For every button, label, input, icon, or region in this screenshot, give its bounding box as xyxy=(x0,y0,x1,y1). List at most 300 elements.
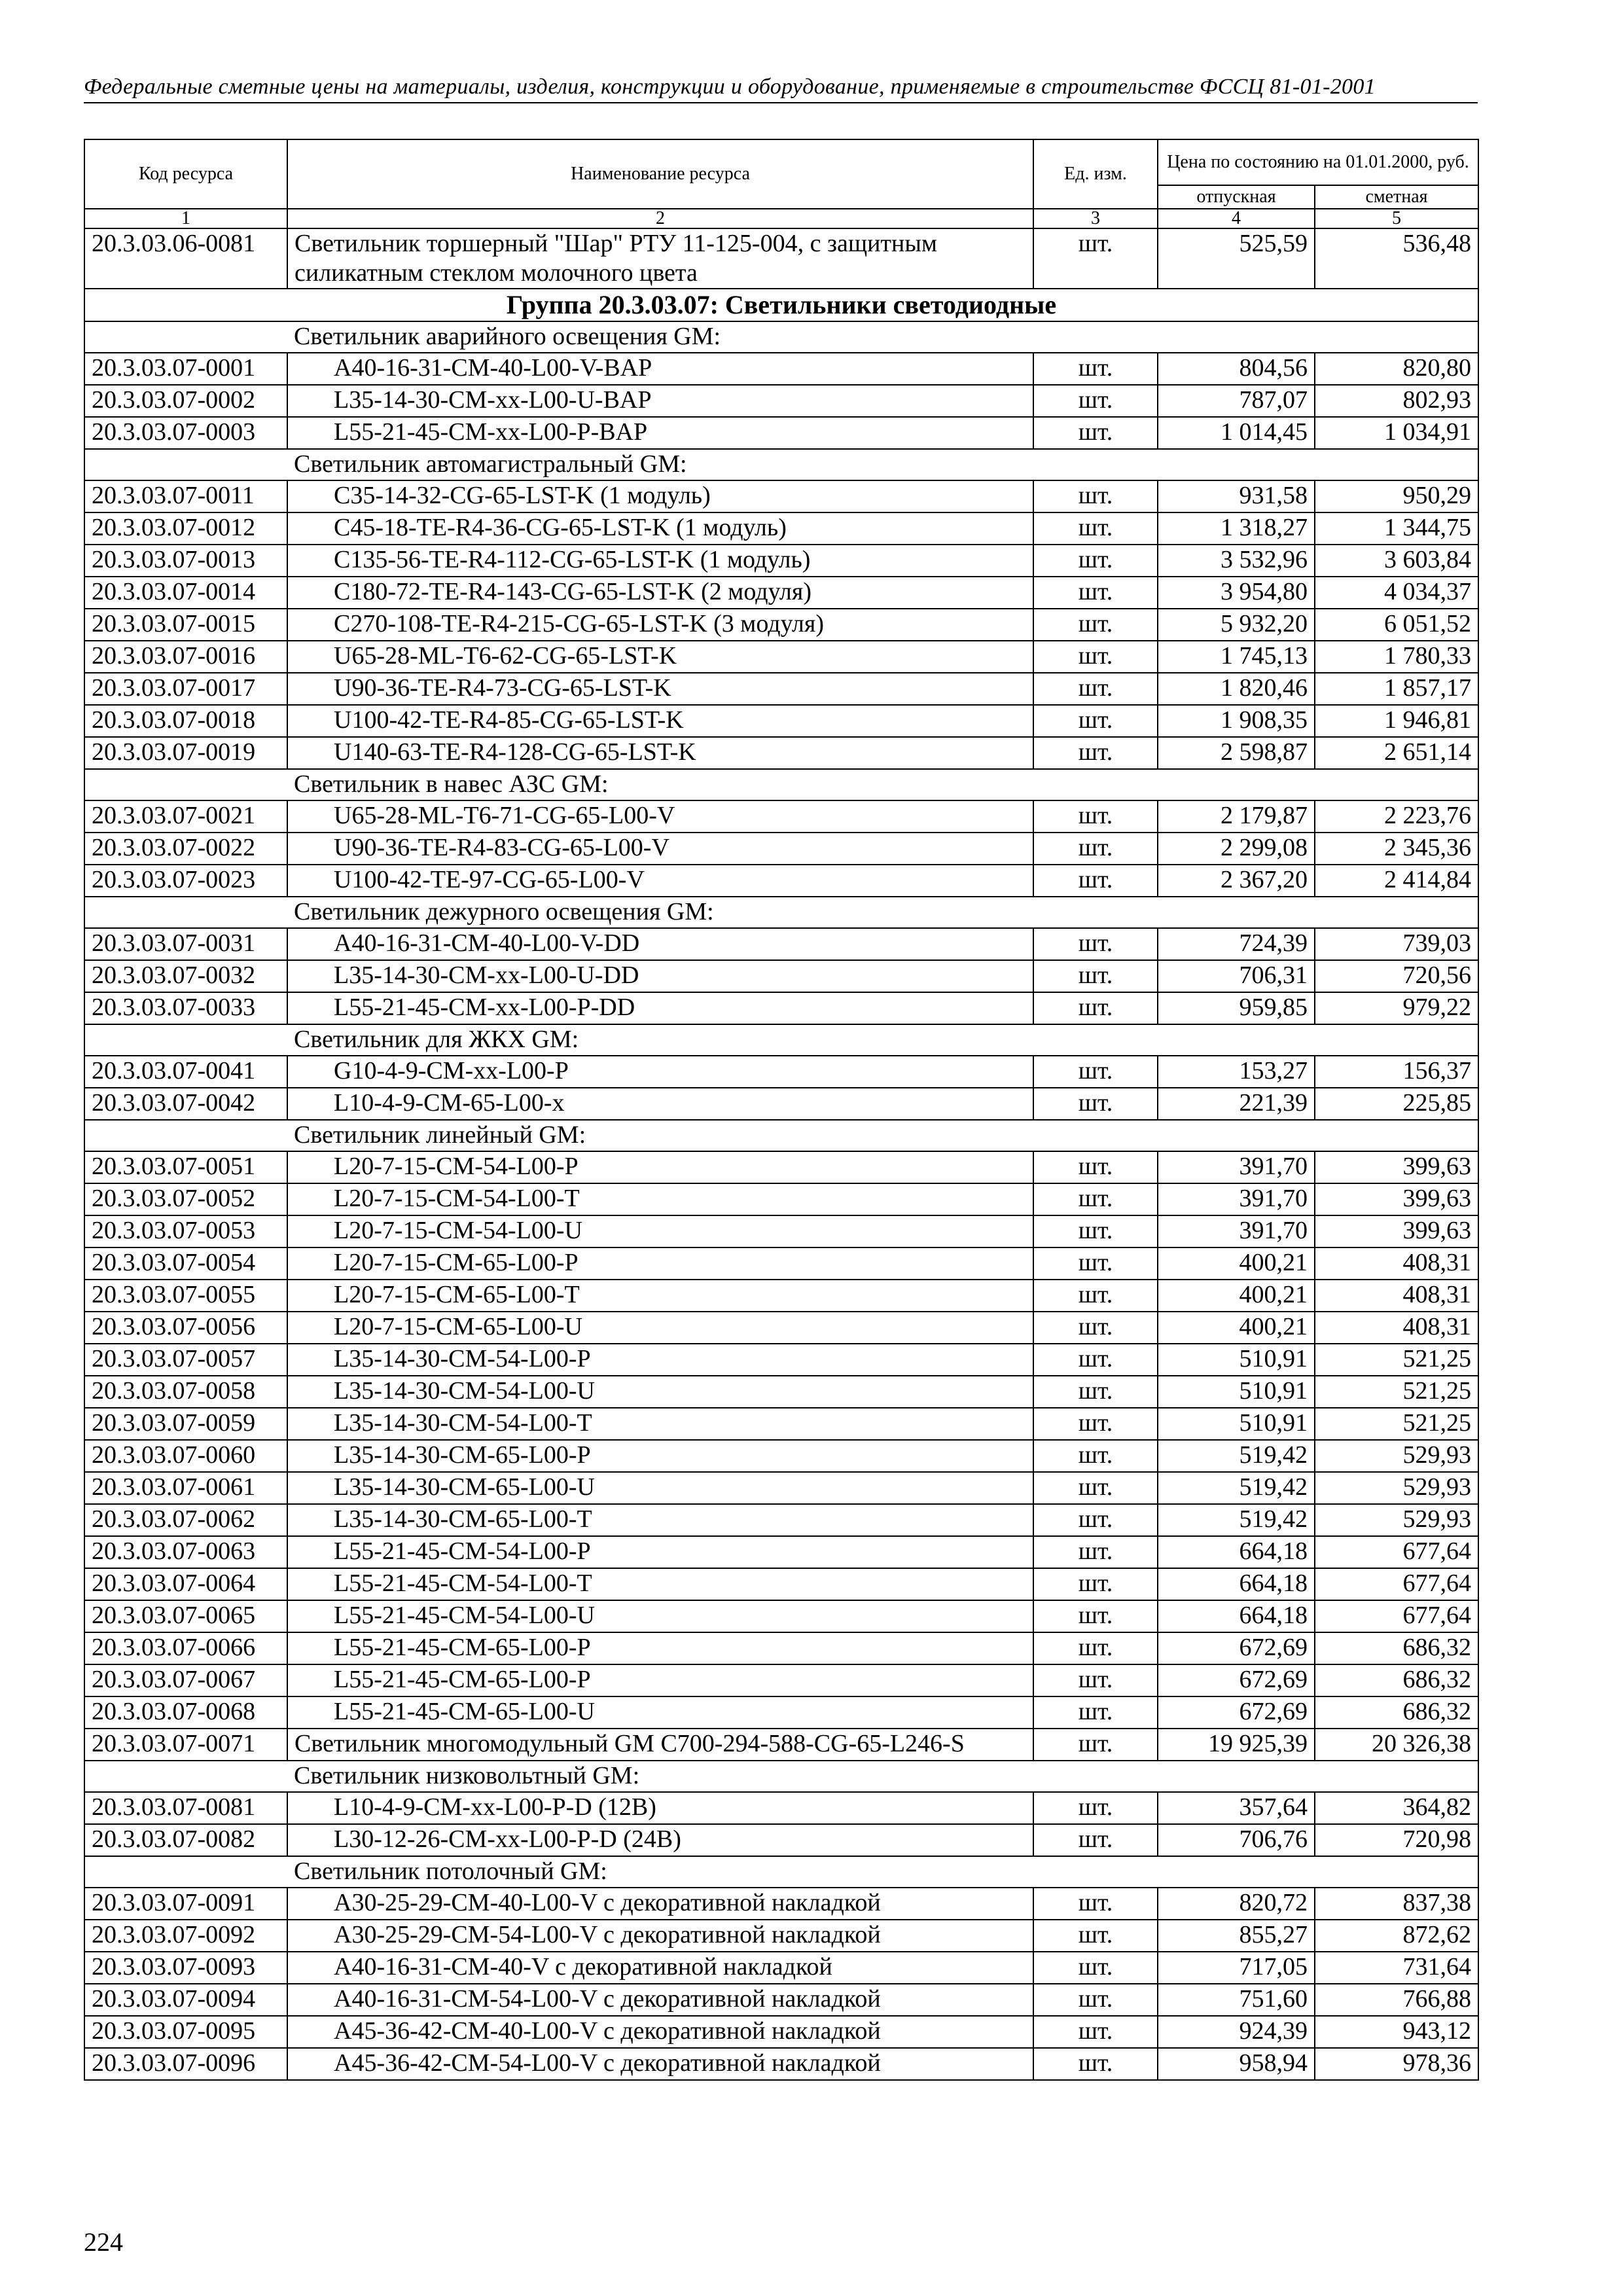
resource-code: 20.3.03.07-0071 xyxy=(84,1729,287,1761)
table-row xyxy=(84,512,1478,545)
unit-cell: шт. xyxy=(1033,512,1158,545)
release-price: 391,70 xyxy=(1158,1151,1315,1183)
release-price: 820,72 xyxy=(1158,1888,1315,1920)
column-number: 1 xyxy=(84,209,287,228)
estimate-price: 950,29 xyxy=(1315,480,1478,512)
unit-cell: шт. xyxy=(1033,1151,1158,1183)
unit-cell: шт. xyxy=(1033,1056,1158,1088)
subgroup-title: Светильник аварийного освещения GM: xyxy=(287,321,1478,353)
resource-code: 20.3.03.07-0060 xyxy=(84,1440,287,1472)
resource-code: 20.3.03.07-0093 xyxy=(84,1952,287,1984)
table-row xyxy=(84,928,1478,960)
resource-name: L35-14-30-CM-65-L00-P xyxy=(287,1440,1033,1472)
table-row xyxy=(84,1215,1478,1247)
unit-cell: шт. xyxy=(1033,1408,1158,1440)
resource-name: Светильник торшерный "Шар" РТУ 11-125-004, с защитным силикатным стеклом молочного цвета xyxy=(287,228,1033,289)
release-price: 724,39 xyxy=(1158,928,1315,960)
resource-name: L55-21-45-CM-65-L00-U xyxy=(287,1696,1033,1729)
release-price: 931,58 xyxy=(1158,480,1315,512)
estimate-price: 720,98 xyxy=(1315,1824,1478,1856)
estimate-price: 399,63 xyxy=(1315,1215,1478,1247)
resource-name: G10-4-9-CM-xx-L00-P xyxy=(287,1056,1033,1088)
subgroup-spacer xyxy=(84,321,287,353)
table-row xyxy=(84,1280,1478,1312)
page-number: 224 xyxy=(84,2227,123,2257)
resource-name: C270-108-TE-R4-215-CG-65-LST-K (3 модуля) xyxy=(287,609,1033,641)
estimate-price: 399,63 xyxy=(1315,1151,1478,1183)
estimate-price: 2 345,36 xyxy=(1315,833,1478,865)
table-row xyxy=(84,641,1478,673)
group-title: Группа 20.3.03.07: Светильники светодиодные xyxy=(84,289,1478,321)
table-row xyxy=(84,1664,1478,1696)
unit-cell: шт. xyxy=(1033,1344,1158,1376)
unit-cell: шт. xyxy=(1033,865,1158,897)
estimate-price: 1 344,75 xyxy=(1315,512,1478,545)
resource-code: 20.3.03.07-0019 xyxy=(84,737,287,769)
release-price: 2 179,87 xyxy=(1158,800,1315,833)
estimate-price: 521,25 xyxy=(1315,1376,1478,1408)
estimate-price: 4 034,37 xyxy=(1315,577,1478,609)
release-price: 221,39 xyxy=(1158,1088,1315,1120)
column-number: 2 xyxy=(287,209,1033,228)
unit-cell: шт. xyxy=(1033,1664,1158,1696)
resource-name: C35-14-32-CG-65-LST-K (1 модуль) xyxy=(287,480,1033,512)
resource-code: 20.3.03.07-0012 xyxy=(84,512,287,545)
release-price: 664,18 xyxy=(1158,1600,1315,1632)
estimate-price: 529,93 xyxy=(1315,1440,1478,1472)
resource-name: L20-7-15-CM-65-L00-P xyxy=(287,1247,1033,1280)
release-price: 2 299,08 xyxy=(1158,833,1315,865)
table-row xyxy=(84,1504,1478,1536)
resource-name: U100-42-TE-R4-85-CG-65-LST-K xyxy=(287,705,1033,737)
price-table xyxy=(84,139,1479,2081)
resource-code: 20.3.03.07-0021 xyxy=(84,800,287,833)
subgroup-spacer xyxy=(84,1120,287,1151)
resource-name: A45-36-42-CM-54-L00-V с декоративной накладкой xyxy=(287,2048,1033,2080)
unit-cell: шт. xyxy=(1033,1696,1158,1729)
resource-code: 20.3.03.07-0042 xyxy=(84,1088,287,1120)
column-numbers-row xyxy=(84,209,1478,228)
release-price: 958,94 xyxy=(1158,2048,1315,2080)
resource-code: 20.3.03.07-0082 xyxy=(84,1824,287,1856)
col-header-estimate: сметная xyxy=(1315,185,1478,209)
release-price: 5 932,20 xyxy=(1158,609,1315,641)
resource-name: L35-14-30-CM-54-L00-P xyxy=(287,1344,1033,1376)
resource-code: 20.3.03.07-0091 xyxy=(84,1888,287,1920)
estimate-price: 408,31 xyxy=(1315,1312,1478,1344)
subgroup-row xyxy=(84,449,1478,480)
release-price: 1 908,35 xyxy=(1158,705,1315,737)
resource-code: 20.3.03.07-0092 xyxy=(84,1920,287,1952)
release-price: 664,18 xyxy=(1158,1568,1315,1600)
unit-cell: шт. xyxy=(1033,228,1158,289)
resource-code: 20.3.03.07-0001 xyxy=(84,353,287,385)
release-price: 2 367,20 xyxy=(1158,865,1315,897)
col-header-release: отпускная xyxy=(1158,185,1315,209)
table-row xyxy=(84,1888,1478,1920)
table-row xyxy=(84,1600,1478,1632)
resource-name: L55-21-45-CM-xx-L00-P-DD xyxy=(287,992,1033,1024)
resource-code: 20.3.03.07-0041 xyxy=(84,1056,287,1088)
resource-code: 20.3.03.07-0057 xyxy=(84,1344,287,1376)
resource-code: 20.3.03.07-0063 xyxy=(84,1536,287,1568)
release-price: 357,64 xyxy=(1158,1792,1315,1824)
subgroup-spacer xyxy=(84,769,287,800)
release-price: 1 014,45 xyxy=(1158,417,1315,449)
table-row xyxy=(84,865,1478,897)
resource-name: C45-18-TE-R4-36-CG-65-LST-K (1 модуль) xyxy=(287,512,1033,545)
estimate-price: 364,82 xyxy=(1315,1792,1478,1824)
estimate-price: 731,64 xyxy=(1315,1952,1478,1984)
resource-name: A30-25-29-CM-40-L00-V с декоративной накладкой xyxy=(287,1888,1033,1920)
subgroup-row xyxy=(84,769,1478,800)
release-price: 400,21 xyxy=(1158,1312,1315,1344)
release-price: 3 954,80 xyxy=(1158,577,1315,609)
table-row xyxy=(84,2048,1478,2080)
resource-code: 20.3.03.07-0015 xyxy=(84,609,287,641)
resource-code: 20.3.03.07-0017 xyxy=(84,673,287,705)
estimate-price: 686,32 xyxy=(1315,1696,1478,1729)
table-row xyxy=(84,673,1478,705)
unit-cell: шт. xyxy=(1033,1729,1158,1761)
estimate-price: 2 223,76 xyxy=(1315,800,1478,833)
table-row xyxy=(84,1952,1478,1984)
resource-code: 20.3.03.07-0013 xyxy=(84,545,287,577)
release-price: 672,69 xyxy=(1158,1696,1315,1729)
table-row xyxy=(84,1696,1478,1729)
table-row xyxy=(84,385,1478,417)
estimate-price: 1 780,33 xyxy=(1315,641,1478,673)
table-row xyxy=(84,1632,1478,1664)
resource-code: 20.3.03.07-0051 xyxy=(84,1151,287,1183)
release-price: 804,56 xyxy=(1158,353,1315,385)
estimate-price: 837,38 xyxy=(1315,1888,1478,1920)
resource-code: 20.3.03.07-0033 xyxy=(84,992,287,1024)
table-row xyxy=(84,800,1478,833)
unit-cell: шт. xyxy=(1033,1600,1158,1632)
estimate-price: 686,32 xyxy=(1315,1632,1478,1664)
resource-code: 20.3.03.07-0011 xyxy=(84,480,287,512)
unit-cell: шт. xyxy=(1033,737,1158,769)
estimate-price: 3 603,84 xyxy=(1315,545,1478,577)
resource-name: L20-7-15-CM-65-L00-U xyxy=(287,1312,1033,1344)
estimate-price: 6 051,52 xyxy=(1315,609,1478,641)
unit-cell: шт. xyxy=(1033,705,1158,737)
subgroup-row xyxy=(84,321,1478,353)
resource-name: U90-36-TE-R4-73-CG-65-LST-K xyxy=(287,673,1033,705)
estimate-price: 1 946,81 xyxy=(1315,705,1478,737)
resource-code: 20.3.03.07-0055 xyxy=(84,1280,287,1312)
estimate-price: 802,93 xyxy=(1315,385,1478,417)
unit-cell: шт. xyxy=(1033,641,1158,673)
table-row xyxy=(84,1056,1478,1088)
unit-cell: шт. xyxy=(1033,1536,1158,1568)
unit-cell: шт. xyxy=(1033,577,1158,609)
estimate-price: 1 857,17 xyxy=(1315,673,1478,705)
table-row xyxy=(84,1376,1478,1408)
unit-cell: шт. xyxy=(1033,1920,1158,1952)
table-row xyxy=(84,1440,1478,1472)
table-row xyxy=(84,545,1478,577)
resource-code: 20.3.03.07-0067 xyxy=(84,1664,287,1696)
table-row xyxy=(84,1088,1478,1120)
col-header-code: Код ресурса xyxy=(84,139,287,209)
release-price: 706,76 xyxy=(1158,1824,1315,1856)
resource-name: A40-16-31-CM-54-L00-V с декоративной накладкой xyxy=(287,1984,1033,2016)
resource-name: C135-56-TE-R4-112-CG-65-LST-K (1 модуль) xyxy=(287,545,1033,577)
resource-code: 20.3.03.07-0068 xyxy=(84,1696,287,1729)
resource-name: L55-21-45-CM-54-L00-T xyxy=(287,1568,1033,1600)
table-row xyxy=(84,992,1478,1024)
release-price: 519,42 xyxy=(1158,1504,1315,1536)
estimate-price: 225,85 xyxy=(1315,1088,1478,1120)
table-row xyxy=(84,1344,1478,1376)
resource-name: L30-12-26-CM-xx-L00-P-D (24В) xyxy=(287,1824,1033,1856)
resource-code: 20.3.03.07-0081 xyxy=(84,1792,287,1824)
column-number: 5 xyxy=(1315,209,1478,228)
resource-code: 20.3.03.07-0066 xyxy=(84,1632,287,1664)
release-price: 510,91 xyxy=(1158,1408,1315,1440)
table-header-row xyxy=(84,139,1478,185)
subgroup-spacer xyxy=(84,897,287,928)
estimate-price: 529,93 xyxy=(1315,1504,1478,1536)
table-row xyxy=(84,705,1478,737)
release-price: 924,39 xyxy=(1158,2016,1315,2048)
resource-name: A30-25-29-CM-54-L00-V с декоративной накладкой xyxy=(287,1920,1033,1952)
resource-code: 20.3.03.07-0094 xyxy=(84,1984,287,2016)
unit-cell: шт. xyxy=(1033,1312,1158,1344)
estimate-price: 766,88 xyxy=(1315,1984,1478,2016)
release-price: 400,21 xyxy=(1158,1247,1315,1280)
resource-name: L35-14-30-CM-65-L00-T xyxy=(287,1504,1033,1536)
unit-cell: шт. xyxy=(1033,1952,1158,1984)
resource-code: 20.3.03.07-0031 xyxy=(84,928,287,960)
release-price: 2 598,87 xyxy=(1158,737,1315,769)
release-price: 153,27 xyxy=(1158,1056,1315,1088)
estimate-price: 20 326,38 xyxy=(1315,1729,1478,1761)
resource-code: 20.3.03.07-0003 xyxy=(84,417,287,449)
unit-cell: шт. xyxy=(1033,1183,1158,1215)
release-price: 391,70 xyxy=(1158,1183,1315,1215)
resource-name: L55-21-45-CM-65-L00-P xyxy=(287,1664,1033,1696)
resource-code: 20.3.03.07-0014 xyxy=(84,577,287,609)
release-price: 787,07 xyxy=(1158,385,1315,417)
group-heading-row xyxy=(84,289,1478,321)
resource-code: 20.3.03.07-0095 xyxy=(84,2016,287,2048)
release-price: 3 532,96 xyxy=(1158,545,1315,577)
subgroup-row xyxy=(84,1761,1478,1792)
unit-cell: шт. xyxy=(1033,992,1158,1024)
resource-name: L55-21-45-CM-65-L00-P xyxy=(287,1632,1033,1664)
table-row xyxy=(84,960,1478,992)
col-header-unit: Ед. изм. xyxy=(1033,139,1158,209)
release-price: 1 745,13 xyxy=(1158,641,1315,673)
table-row xyxy=(84,609,1478,641)
resource-code: 20.3.03.07-0052 xyxy=(84,1183,287,1215)
unit-cell: шт. xyxy=(1033,417,1158,449)
unit-cell: шт. xyxy=(1033,1568,1158,1600)
table-row xyxy=(84,1920,1478,1952)
estimate-price: 156,37 xyxy=(1315,1056,1478,1088)
subgroup-title: Светильник потолочный GM: xyxy=(287,1856,1478,1888)
resource-name: A40-16-31-CM-40-L00-V-DD xyxy=(287,928,1033,960)
table-row xyxy=(84,1729,1478,1761)
resource-name: C180-72-TE-R4-143-CG-65-LST-K (2 модуля) xyxy=(287,577,1033,609)
resource-name: L20-7-15-CM-54-L00-P xyxy=(287,1151,1033,1183)
estimate-price: 979,22 xyxy=(1315,992,1478,1024)
resource-name: Светильник многомодульный GM C700-294-588-CG-65-L246-S xyxy=(287,1729,1033,1761)
unit-cell: шт. xyxy=(1033,1215,1158,1247)
resource-code: 20.3.03.06-0081 xyxy=(84,228,287,289)
resource-code: 20.3.03.07-0022 xyxy=(84,833,287,865)
estimate-price: 677,64 xyxy=(1315,1568,1478,1600)
subgroup-title: Светильник низковольтный GM: xyxy=(287,1761,1478,1792)
subgroup-title: Светильник автомагистральный GM: xyxy=(287,449,1478,480)
resource-name: L10-4-9-CM-xx-L00-P-D (12В) xyxy=(287,1792,1033,1824)
resource-name: A45-36-42-CM-40-L00-V с декоративной накладкой xyxy=(287,2016,1033,2048)
resource-name: L35-14-30-CM-xx-L00-U-BAP xyxy=(287,385,1033,417)
unit-cell: шт. xyxy=(1033,1632,1158,1664)
unit-cell: шт. xyxy=(1033,1247,1158,1280)
table-row xyxy=(84,577,1478,609)
estimate-price: 978,36 xyxy=(1315,2048,1478,2080)
resource-code: 20.3.03.07-0032 xyxy=(84,960,287,992)
subgroup-row xyxy=(84,1024,1478,1056)
resource-code: 20.3.03.07-0064 xyxy=(84,1568,287,1600)
release-price: 510,91 xyxy=(1158,1344,1315,1376)
estimate-price: 529,93 xyxy=(1315,1472,1478,1504)
table-row xyxy=(84,1984,1478,2016)
unit-cell: шт. xyxy=(1033,1792,1158,1824)
estimate-price: 399,63 xyxy=(1315,1183,1478,1215)
unit-cell: шт. xyxy=(1033,1888,1158,1920)
estimate-price: 2 651,14 xyxy=(1315,737,1478,769)
unit-cell: шт. xyxy=(1033,1472,1158,1504)
resource-name: L55-21-45-CM-xx-L00-P-BAP xyxy=(287,417,1033,449)
unit-cell: шт. xyxy=(1033,833,1158,865)
resource-name: A40-16-31-CM-40-V с декоративной накладкой xyxy=(287,1952,1033,1984)
unit-cell: шт. xyxy=(1033,960,1158,992)
subgroup-spacer xyxy=(84,1856,287,1888)
estimate-price: 943,12 xyxy=(1315,2016,1478,2048)
resource-name: L55-21-45-CM-54-L00-U xyxy=(287,1600,1033,1632)
resource-code: 20.3.03.07-0018 xyxy=(84,705,287,737)
subgroup-title: Светильник для ЖКХ GM: xyxy=(287,1024,1478,1056)
estimate-price: 686,32 xyxy=(1315,1664,1478,1696)
release-price: 400,21 xyxy=(1158,1280,1315,1312)
resource-code: 20.3.03.07-0062 xyxy=(84,1504,287,1536)
col-header-price: Цена по состоянию на 01.01.2000, руб. xyxy=(1158,139,1478,185)
resource-code: 20.3.03.07-0061 xyxy=(84,1472,287,1504)
table-row xyxy=(84,228,1478,289)
unit-cell: шт. xyxy=(1033,2016,1158,2048)
unit-cell: шт. xyxy=(1033,1088,1158,1120)
release-price: 855,27 xyxy=(1158,1920,1315,1952)
estimate-price: 1 034,91 xyxy=(1315,417,1478,449)
resource-name: L35-14-30-CM-54-L00-U xyxy=(287,1376,1033,1408)
unit-cell: шт. xyxy=(1033,609,1158,641)
running-header: Федеральные сметные цены на материалы, изделия, конструкции и оборудование, применяемые в строительстве ФССЦ 81-01-2001 xyxy=(84,75,1478,103)
table-row xyxy=(84,353,1478,385)
estimate-price: 720,56 xyxy=(1315,960,1478,992)
subgroup-title: Светильник дежурного освещения GM: xyxy=(287,897,1478,928)
resource-code: 20.3.03.07-0023 xyxy=(84,865,287,897)
release-price: 510,91 xyxy=(1158,1376,1315,1408)
resource-name: U140-63-TE-R4-128-CG-65-LST-K xyxy=(287,737,1033,769)
release-price: 664,18 xyxy=(1158,1536,1315,1568)
table-row xyxy=(84,1312,1478,1344)
unit-cell: шт. xyxy=(1033,1984,1158,2016)
table-row xyxy=(84,2016,1478,2048)
subgroup-spacer xyxy=(84,449,287,480)
subgroup-title: Светильник в навес АЗС GM: xyxy=(287,769,1478,800)
subgroup-title: Светильник линейный GM: xyxy=(287,1120,1478,1151)
subgroup-row xyxy=(84,1856,1478,1888)
estimate-price: 408,31 xyxy=(1315,1280,1478,1312)
estimate-price: 739,03 xyxy=(1315,928,1478,960)
release-price: 1 318,27 xyxy=(1158,512,1315,545)
estimate-price: 2 414,84 xyxy=(1315,865,1478,897)
unit-cell: шт. xyxy=(1033,1440,1158,1472)
unit-cell: шт. xyxy=(1033,480,1158,512)
estimate-price: 408,31 xyxy=(1315,1247,1478,1280)
unit-cell: шт. xyxy=(1033,1280,1158,1312)
resource-code: 20.3.03.07-0016 xyxy=(84,641,287,673)
table-row xyxy=(84,1247,1478,1280)
unit-cell: шт. xyxy=(1033,385,1158,417)
estimate-price: 820,80 xyxy=(1315,353,1478,385)
unit-cell: шт. xyxy=(1033,2048,1158,2080)
resource-name: L55-21-45-CM-54-L00-P xyxy=(287,1536,1033,1568)
resource-name: L20-7-15-CM-54-L00-U xyxy=(287,1215,1033,1247)
estimate-price: 677,64 xyxy=(1315,1600,1478,1632)
unit-cell: шт. xyxy=(1033,1376,1158,1408)
table-row xyxy=(84,480,1478,512)
subgroup-row xyxy=(84,897,1478,928)
subgroup-spacer xyxy=(84,1024,287,1056)
unit-cell: шт. xyxy=(1033,673,1158,705)
table-row xyxy=(84,833,1478,865)
resource-code: 20.3.03.07-0058 xyxy=(84,1376,287,1408)
col-header-name: Наименование ресурса xyxy=(287,139,1033,209)
unit-cell: шт. xyxy=(1033,353,1158,385)
subgroup-row xyxy=(84,1120,1478,1151)
estimate-price: 677,64 xyxy=(1315,1536,1478,1568)
unit-cell: шт. xyxy=(1033,1824,1158,1856)
release-price: 959,85 xyxy=(1158,992,1315,1024)
resource-name: L35-14-30-CM-54-L00-T xyxy=(287,1408,1033,1440)
subgroup-spacer xyxy=(84,1761,287,1792)
column-number: 4 xyxy=(1158,209,1315,228)
resource-name: L20-7-15-CM-54-L00-T xyxy=(287,1183,1033,1215)
release-price: 525,59 xyxy=(1158,228,1315,289)
table-row xyxy=(84,1472,1478,1504)
release-price: 519,42 xyxy=(1158,1440,1315,1472)
table-row xyxy=(84,1568,1478,1600)
release-price: 19 925,39 xyxy=(1158,1729,1315,1761)
estimate-price: 521,25 xyxy=(1315,1344,1478,1376)
estimate-price: 872,62 xyxy=(1315,1920,1478,1952)
release-price: 519,42 xyxy=(1158,1472,1315,1504)
resource-code: 20.3.03.07-0053 xyxy=(84,1215,287,1247)
resource-code: 20.3.03.07-0056 xyxy=(84,1312,287,1344)
release-price: 751,60 xyxy=(1158,1984,1315,2016)
resource-code: 20.3.03.07-0059 xyxy=(84,1408,287,1440)
release-price: 1 820,46 xyxy=(1158,673,1315,705)
resource-name: A40-16-31-CM-40-L00-V-BAP xyxy=(287,353,1033,385)
estimate-price: 536,48 xyxy=(1315,228,1478,289)
table-row xyxy=(84,417,1478,449)
